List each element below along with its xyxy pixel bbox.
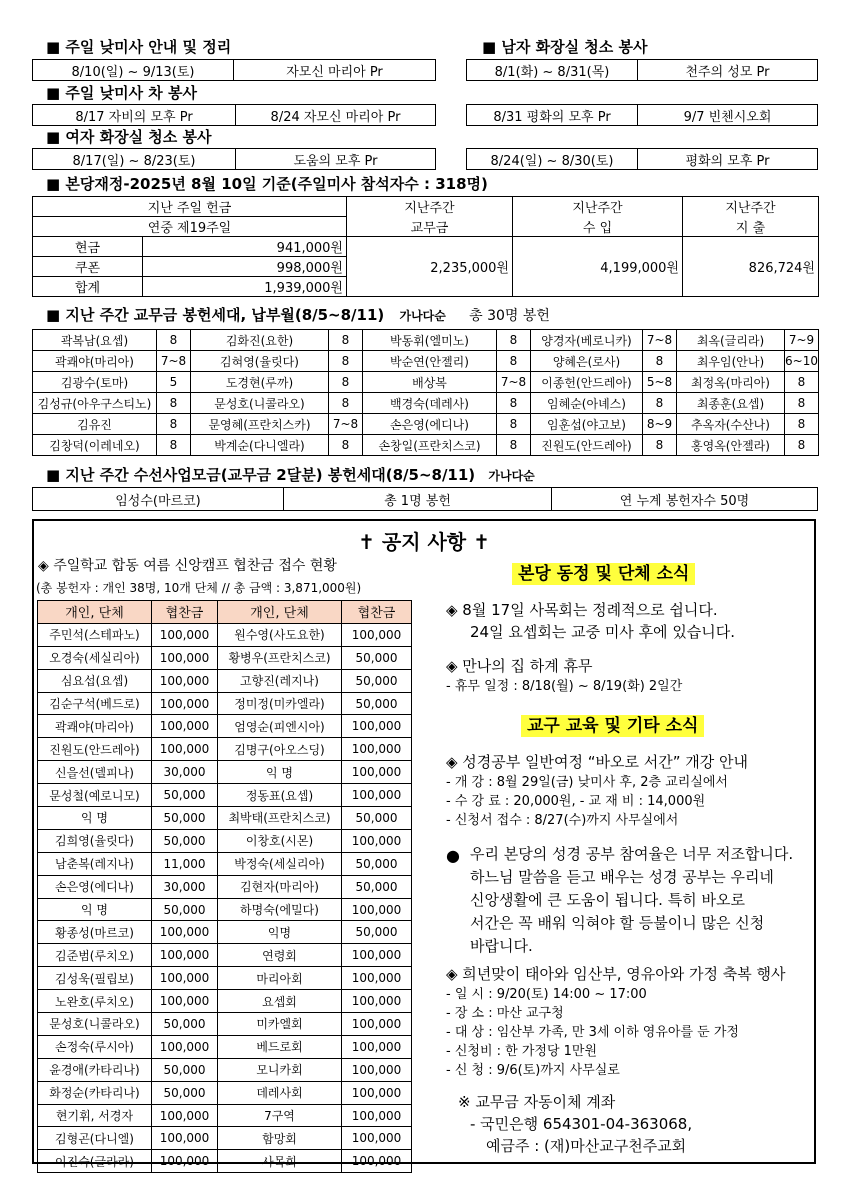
donor-cell: 이진숙(글라라) — [38, 1150, 152, 1173]
donor-cell: 김준범(루치오) — [38, 944, 152, 967]
amount-cell: 100,000 — [342, 1058, 412, 1081]
finance-label: 합계 — [33, 277, 143, 297]
donor-cell: 데레사회 — [218, 1081, 342, 1104]
dues-name-cell: 최정옥(마리아) — [677, 372, 785, 393]
finance-table — [32, 196, 819, 297]
expense-value: 826,724원 — [683, 237, 819, 297]
blessing-line: - 대 상 : 임산부 가족, 만 3세 이하 영유아를 둔 가정 — [446, 1025, 739, 1040]
amount-cell: 100,000 — [152, 921, 218, 944]
donor-cell: 요셉회 — [218, 990, 342, 1013]
blessing-line: - 신청비 : 한 가정당 1만원 — [446, 1044, 598, 1059]
dues-month-cell: 7~8 — [329, 414, 363, 435]
donor-cell: 문성철(예로니모) — [38, 784, 152, 807]
dues-row — [33, 393, 819, 414]
participation-line: 신앙생활에 큰 도움이 됩니다. 특히 바오로 — [470, 891, 745, 909]
donor-cell: 화정순(카타리나) — [38, 1081, 152, 1104]
donor-cell: 익 명 — [218, 761, 342, 784]
amount-cell: 11,000 — [152, 852, 218, 875]
donor-cell: 이창호(시몬) — [218, 829, 342, 852]
amount-cell: 50,000 — [342, 852, 412, 875]
amount-cell: 50,000 — [342, 646, 412, 669]
donor-cell: 7구역 — [218, 1104, 342, 1127]
dues-heading — [46, 304, 550, 325]
amount-cell: 100,000 — [152, 715, 218, 738]
amount-cell: 50,000 — [342, 921, 412, 944]
dues-month-cell: 7~8 — [643, 330, 677, 351]
dues-month-cell: 8 — [497, 351, 531, 372]
amount-cell: 100,000 — [152, 1104, 218, 1127]
donation-row — [38, 1058, 412, 1081]
amount-cell: 50,000 — [342, 875, 412, 898]
dues-name-cell: 손창일(프란치스코) — [363, 435, 497, 456]
dues-month-cell: 8 — [497, 435, 531, 456]
donor-cell: 신을선(델피나) — [38, 761, 152, 784]
amount-cell: 100,000 — [342, 1150, 412, 1173]
amount-cell: 100,000 — [342, 1104, 412, 1127]
donor-cell: 정동표(요셉) — [218, 784, 342, 807]
amount-cell: 50,000 — [152, 1013, 218, 1036]
donation-row — [38, 852, 412, 875]
participation-line: 바랍니다. — [470, 937, 533, 955]
transfer-line: - 국민은행 654301-04-363068, — [470, 1115, 693, 1133]
mission-cell: 임성수(마르코) — [115, 493, 201, 509]
donor-cell: 문성호(니콜라오) — [38, 1013, 152, 1036]
donor-cell: 김형곤(다니엘) — [38, 1127, 152, 1150]
donor-cell: 손은영(에디나) — [38, 875, 152, 898]
amount-cell: 100,000 — [342, 715, 412, 738]
mission-cell: 연 누계 봉헌자수 50명 — [551, 488, 817, 510]
bullet-icon: ● — [446, 846, 460, 865]
dues-month-cell: 8 — [157, 414, 191, 435]
finance-header-row — [33, 197, 819, 217]
donor-cell: 노완호(루치오) — [38, 990, 152, 1013]
dues-row — [33, 435, 819, 456]
amount-cell: 100,000 — [152, 967, 218, 990]
donation-row — [38, 761, 412, 784]
finance-header: 지난주간 — [513, 197, 683, 217]
dues-name-cell: 백경숙(데레사) — [363, 393, 497, 414]
donor-cell: 김희영(율릿다) — [38, 829, 152, 852]
amount-cell: 100,000 — [342, 623, 412, 646]
car-service-item: 9/7 빈첸시오회 — [637, 105, 817, 125]
notice-panel — [32, 519, 816, 1169]
donation-header: 협찬금 — [152, 601, 218, 624]
mission-heading — [46, 464, 535, 485]
bible-line: - 수 강 료 : 20,000원, - 교 재 비 : 14,000원 — [446, 794, 706, 809]
dues-name-cell: 임훈섭(야고보) — [531, 414, 643, 435]
dues-name-cell: 홍영옥(안젤라) — [677, 435, 785, 456]
car-service-heading: ■ 주일 낮미사 차 봉사 — [46, 84, 197, 102]
dues-name-cell: 손은영(에디나) — [363, 414, 497, 435]
donation-row — [38, 921, 412, 944]
dues-name-cell: 진원도(안드레아) — [531, 435, 643, 456]
sunday-mass-period: 8/10(일) ~ 9/13(토) — [71, 64, 195, 80]
diocese-news-title: 교구 교육 및 기타 소식 — [521, 711, 704, 736]
donor-cell: 정미정(미카엘라) — [218, 692, 342, 715]
donor-cell: 손정숙(루시아) — [38, 1035, 152, 1058]
dues-month-cell: 7~8 — [497, 372, 531, 393]
mission-order: 가나다순 — [488, 469, 535, 483]
income-value: 4,199,000원 — [513, 237, 683, 297]
donation-row — [38, 784, 412, 807]
donation-row — [38, 1104, 412, 1127]
amount-cell: 100,000 — [342, 944, 412, 967]
donation-row — [38, 1013, 412, 1036]
car-service-item: 8/31 평화의 모후 Pr — [493, 109, 611, 125]
blessing-line: - 신 청 : 9/6(토)까지 사무실로 — [446, 1063, 620, 1078]
dues-row — [33, 330, 819, 351]
amount-cell: 100,000 — [152, 1127, 218, 1150]
sunday-mass-box — [32, 59, 436, 81]
dues-month-cell: 7~9 — [785, 330, 819, 351]
donation-row — [38, 990, 412, 1013]
bible-lines — [446, 773, 728, 830]
donation-row — [38, 669, 412, 692]
amount-cell: 100,000 — [342, 967, 412, 990]
camp-title: ◈ 주일학교 합동 여름 신앙캠프 협찬금 접수 현황 — [38, 558, 337, 574]
mission-cell: 총 1명 봉헌 — [283, 488, 551, 510]
dues-month-cell: 8 — [785, 372, 819, 393]
amount-cell: 100,000 — [152, 623, 218, 646]
mission-box — [32, 487, 818, 511]
donor-cell: 함망회 — [218, 1127, 342, 1150]
finance-value: 998,000원 — [143, 257, 347, 277]
dues-month-cell: 8~9 — [643, 414, 677, 435]
dues-name-cell: 김혀영(율릿다) — [191, 351, 329, 372]
dues-month-cell: 8 — [329, 435, 363, 456]
donor-cell: 엄영순(피엔시아) — [218, 715, 342, 738]
amount-cell: 30,000 — [152, 875, 218, 898]
amount-cell: 100,000 — [342, 1035, 412, 1058]
participation-line: 하느님 말씀을 듣고 배우는 성경 공부는 우리네 — [470, 868, 774, 886]
donation-row — [38, 623, 412, 646]
notice-title: ✝ 공지 사항 ✝ — [358, 530, 490, 554]
dues-name-cell: 박계순(다니엘라) — [191, 435, 329, 456]
dues-name-cell: 김성규(아우구스티노) — [33, 393, 157, 414]
donor-cell: 김성욱(필립보) — [38, 967, 152, 990]
dues-month-cell: 8 — [785, 435, 819, 456]
dues-month-cell: 8 — [329, 372, 363, 393]
dues-month-cell: 8 — [329, 351, 363, 372]
donation-row — [38, 898, 412, 921]
donor-cell: 박정숙(세실리아) — [218, 852, 342, 875]
women-restroom-box-left — [32, 148, 436, 170]
donor-cell: 익 명 — [38, 807, 152, 830]
dues-name-cell: 최우임(안나) — [677, 351, 785, 372]
finance-label: 현금 — [33, 237, 143, 257]
women-restroom-cell: 평화의 모후 Pr — [637, 149, 817, 169]
finance-header: 연중 제19주일 — [33, 217, 347, 237]
finance-header: 지난 주일 헌금 — [33, 197, 347, 217]
amount-cell: 100,000 — [152, 669, 218, 692]
donation-row — [38, 1081, 412, 1104]
men-restroom-heading: ■ 남자 화장실 청소 봉사 — [482, 38, 648, 56]
dues-name-cell: 추옥자(수산나) — [677, 414, 785, 435]
donation-row — [38, 1127, 412, 1150]
dues-month-cell: 5 — [157, 372, 191, 393]
dues-month-cell: 6~10 — [785, 351, 819, 372]
dues-month-cell: 5~8 — [643, 372, 677, 393]
donor-cell: 남춘복(레지나) — [38, 852, 152, 875]
blessing-line: - 장 소 : 마산 교구청 — [446, 1006, 564, 1021]
donor-cell: 진원도(안드레아) — [38, 738, 152, 761]
blessing-title: ◈ 희년맞이 태아와 임산부, 영유아와 가정 축복 행사 — [446, 965, 786, 983]
dues-name-cell: 김화진(요한) — [191, 330, 329, 351]
car-service-item: 8/24 자모신 마리아 Pr — [235, 105, 435, 125]
mission-title: ■ 지난 주간 수선사업모금(교무금 2달분) 봉헌세대(8/5~8/11) — [46, 466, 476, 484]
amount-cell: 100,000 — [342, 829, 412, 852]
participation-line: 서간은 꼭 배워 익혀야 할 등불이니 많은 신청 — [470, 914, 765, 932]
amount-cell: 100,000 — [152, 738, 218, 761]
finance-header: 교무금 — [347, 217, 513, 237]
car-service-box-left — [32, 104, 436, 126]
participation-line: 우리 본당의 성경 공부 참여율은 너무 저조합니다. — [470, 845, 794, 863]
blessing-lines — [446, 985, 739, 1080]
donor-cell: 모니카회 — [218, 1058, 342, 1081]
donor-cell: 원수영(사도요한) — [218, 623, 342, 646]
men-restroom-period: 8/1(화) ~ 8/31(목) — [494, 64, 610, 80]
donor-cell: 주민석(스테파노) — [38, 623, 152, 646]
dues-month-cell: 8 — [643, 351, 677, 372]
dues-row — [33, 372, 819, 393]
donor-cell: 김명구(아오스딩) — [218, 738, 342, 761]
donor-cell: 마리아회 — [218, 967, 342, 990]
dues-month-cell: 8 — [497, 414, 531, 435]
dues-month-cell: 8 — [497, 330, 531, 351]
dues-name-cell: 이종헌(안드레아) — [531, 372, 643, 393]
amount-cell: 100,000 — [342, 1013, 412, 1036]
dues-row — [33, 351, 819, 372]
dues-name-cell: 최옥(글리라) — [677, 330, 785, 351]
women-restroom-cell: 8/17(일) ~ 8/23(토) — [72, 153, 196, 169]
donation-table — [37, 600, 412, 1173]
dues-month-cell: 8 — [329, 393, 363, 414]
donation-row — [38, 715, 412, 738]
finance-header: 지난주간 — [683, 197, 819, 217]
dues-name-cell: 임혜순(아녜스) — [531, 393, 643, 414]
women-restroom-cell: 8/24(일) ~ 8/30(토) — [490, 153, 614, 169]
amount-cell: 100,000 — [342, 1081, 412, 1104]
church-dues-value: 2,235,000원 — [347, 237, 513, 297]
donor-cell: 익 명 — [38, 898, 152, 921]
dues-name-cell: 최종훈(요셉) — [677, 393, 785, 414]
donation-row — [38, 944, 412, 967]
dues-name-cell: 곽복남(요셉) — [33, 330, 157, 351]
women-restroom-box-right — [466, 148, 818, 170]
amount-cell: 50,000 — [152, 1081, 218, 1104]
dues-total: 총 30명 봉헌 — [469, 308, 550, 324]
amount-cell: 50,000 — [342, 692, 412, 715]
meeting-title: ◈ 8월 17일 사목회는 정례적으로 쉽니다. — [446, 601, 718, 619]
amount-cell: 30,000 — [152, 761, 218, 784]
dues-name-cell: 김창덕(이레네오) — [33, 435, 157, 456]
donation-header: 개인, 단체 — [218, 601, 342, 624]
amount-cell: 100,000 — [152, 944, 218, 967]
dues-name-cell: 도경현(루까) — [191, 372, 329, 393]
donation-row — [38, 646, 412, 669]
donor-cell: 익명 — [218, 921, 342, 944]
dues-row — [33, 414, 819, 435]
dues-month-cell: 8 — [785, 393, 819, 414]
dues-name-cell: 문성호(니콜라오) — [191, 393, 329, 414]
women-restroom-heading: ■ 여자 화장실 청소 봉사 — [46, 128, 212, 146]
finance-heading: ■ 본당재정-2025년 8월 10일 기준(주일미사 참석자수 : 318명) — [46, 175, 488, 193]
donor-cell: 최박태(프란치스코) — [218, 807, 342, 830]
donor-cell: 윤경애(카타리나) — [38, 1058, 152, 1081]
car-service-box-right — [466, 104, 818, 126]
donor-cell: 황병우(프란치스코) — [218, 646, 342, 669]
donor-cell: 현기휘, 서경자 — [38, 1104, 152, 1127]
amount-cell: 100,000 — [152, 1035, 218, 1058]
donor-cell: 심요섭(요셉) — [38, 669, 152, 692]
finance-header: 수 입 — [513, 217, 683, 237]
transfer-title: ※ 교무금 자동이체 계좌 — [458, 1093, 616, 1111]
dues-name-cell: 김유진 — [33, 414, 157, 435]
amount-cell: 50,000 — [152, 807, 218, 830]
dues-table — [32, 329, 819, 456]
blessing-line: - 일 시 : 9/20(토) 14:00 ~ 17:00 — [446, 987, 647, 1002]
donor-cell: 고향진(레지나) — [218, 669, 342, 692]
amount-cell: 50,000 — [152, 1058, 218, 1081]
dues-name-cell: 곽쾌야(마리아) — [33, 351, 157, 372]
donation-row — [38, 875, 412, 898]
amount-cell: 100,000 — [342, 761, 412, 784]
dues-name-cell: 박순연(안젤리) — [363, 351, 497, 372]
donor-cell: 하명숙(에밀다) — [218, 898, 342, 921]
dues-name-cell: 문영혜(프란치스카) — [191, 414, 329, 435]
dues-name-cell: 양혜은(로사) — [531, 351, 643, 372]
amount-cell: 100,000 — [342, 738, 412, 761]
donor-cell: 오경숙(세실리아) — [38, 646, 152, 669]
dues-month-cell: 8 — [157, 330, 191, 351]
meeting-line: 24일 요셉회는 교중 미사 후에 있습니다. — [470, 623, 736, 641]
donor-cell: 김현자(마리아) — [218, 875, 342, 898]
amount-cell: 50,000 — [152, 829, 218, 852]
transfer-line: 예금주 : (재)마산교구천주교회 — [486, 1137, 687, 1155]
amount-cell: 100,000 — [152, 990, 218, 1013]
finance-value: 1,939,000원 — [143, 277, 347, 297]
dues-month-cell: 8 — [157, 393, 191, 414]
parish-news-title: 본당 동정 및 단체 소식 — [512, 559, 695, 584]
amount-cell: 100,000 — [342, 784, 412, 807]
finance-header: 지난주간 — [347, 197, 513, 217]
donation-row — [38, 738, 412, 761]
donation-header: 개인, 단체 — [38, 601, 152, 624]
amount-cell: 50,000 — [342, 669, 412, 692]
dues-title: ■ 지난 주간 교무금 봉헌세대, 납부월(8/5~8/11) — [46, 306, 385, 324]
donor-cell: 황종성(마르코) — [38, 921, 152, 944]
sunday-mass-heading: ■ 주일 낮미사 안내 및 정리 — [46, 38, 232, 56]
amount-cell: 100,000 — [342, 990, 412, 1013]
finance-value: 941,000원 — [143, 237, 347, 257]
amount-cell: 50,000 — [152, 784, 218, 807]
car-service-item: 8/17 자비의 모후 Pr — [75, 109, 193, 125]
manna-title: ◈ 만나의 집 하계 휴무 — [446, 657, 593, 675]
donor-cell: 연령회 — [218, 944, 342, 967]
sunday-mass-name: 자모신 마리아 Pr — [233, 60, 435, 80]
amount-cell: 100,000 — [152, 692, 218, 715]
women-restroom-cell: 도움의 모후 Pr — [235, 149, 435, 169]
camp-subtitle: (총 봉헌자 : 개인 38명, 10개 단체 // 총 금액 : 3,871,000원) — [36, 581, 362, 595]
amount-cell: 50,000 — [152, 898, 218, 921]
bible-line: - 신청서 접수 : 8/27(수)까지 사무실에서 — [446, 813, 679, 828]
finance-header: 지 출 — [683, 217, 819, 237]
donor-cell: 김순구석(베드로) — [38, 692, 152, 715]
dues-name-cell: 김광수(토마) — [33, 372, 157, 393]
donor-cell: 베드로회 — [218, 1035, 342, 1058]
donation-row — [38, 1150, 412, 1173]
men-restroom-box — [466, 59, 818, 81]
dues-name-cell: 박동휘(엘미노) — [363, 330, 497, 351]
dues-month-cell: 8 — [785, 414, 819, 435]
finance-row — [33, 237, 819, 257]
finance-header-row — [33, 217, 819, 237]
dues-name-cell: 양경자(베로니카) — [531, 330, 643, 351]
dues-month-cell: 8 — [643, 435, 677, 456]
dues-month-cell: 8 — [497, 393, 531, 414]
donation-header: 협찬금 — [342, 601, 412, 624]
dues-month-cell: 8 — [329, 330, 363, 351]
donor-cell: 미카엘회 — [218, 1013, 342, 1036]
bible-title: ◈ 성경공부 일반여정 “바오로 서간” 개강 안내 — [446, 753, 749, 771]
men-restroom-name: 천주의 성모 Pr — [637, 60, 817, 80]
amount-cell: 100,000 — [342, 1127, 412, 1150]
amount-cell: 100,000 — [342, 898, 412, 921]
manna-line: - 휴무 일정 : 8/18(월) ~ 8/19(화) 2일간 — [446, 679, 683, 694]
dues-month-cell: 8 — [643, 393, 677, 414]
amount-cell: 50,000 — [342, 807, 412, 830]
donor-cell: 사목회 — [218, 1150, 342, 1173]
dues-month-cell: 7~8 — [157, 351, 191, 372]
amount-cell: 100,000 — [152, 1150, 218, 1173]
donation-row — [38, 967, 412, 990]
dues-name-cell: 배상복 — [363, 372, 497, 393]
donation-header-row — [38, 601, 412, 624]
donation-row — [38, 692, 412, 715]
donation-row — [38, 1035, 412, 1058]
participation-block — [470, 843, 793, 958]
donation-row — [38, 829, 412, 852]
donation-row — [38, 807, 412, 830]
amount-cell: 100,000 — [152, 646, 218, 669]
dues-month-cell: 8 — [157, 435, 191, 456]
finance-label: 쿠폰 — [33, 257, 143, 277]
donor-cell: 곽쾌야(마리아) — [38, 715, 152, 738]
bible-line: - 개 강 : 8월 29일(금) 낮미사 후, 2층 교리실에서 — [446, 775, 728, 790]
dues-order: 가나다순 — [399, 309, 446, 323]
